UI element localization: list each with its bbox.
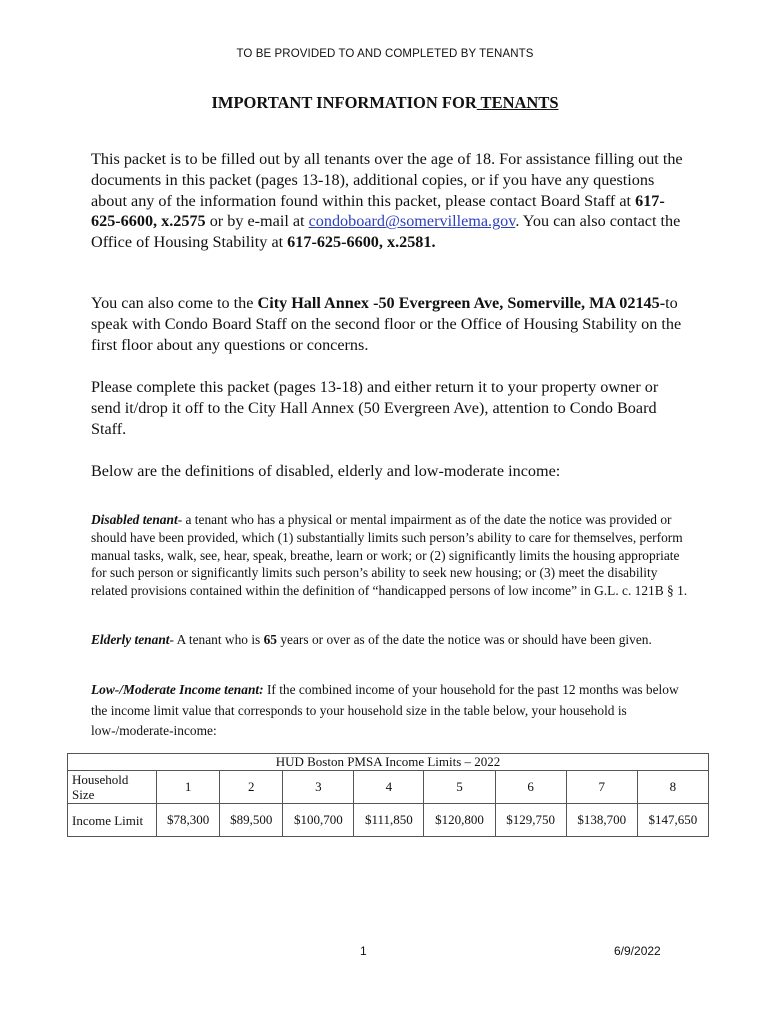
elderly-age: 65 [263, 632, 277, 647]
household-size-row [68, 771, 709, 804]
income-limit-cell: $138,700 [566, 804, 637, 837]
income-limit-cell: $89,500 [220, 804, 283, 837]
elderly-term: Elderly tenant [91, 632, 170, 647]
page-number: 1 [360, 944, 367, 958]
title-underlined: TENANTS [476, 93, 559, 112]
email-link[interactable]: condoboard@somervillema.gov [308, 212, 516, 231]
phone-housing-stability: 617-625-6600, x.2581. [287, 233, 436, 252]
paragraph2-text-a: You can also come to the [91, 294, 258, 312]
income-limits-table [67, 753, 709, 837]
disabled-text: - a tenant who has a physical or mental impairment as of the date the notice was provided or should have been provided, which (1) substantially limits such person’s ability to care for themselves, perform manual tasks, walk, see, hear, speak, breathe, learn or work; or (2) significantly limits the housing appropriate for such person or significantly limits such person’s ability to seek new housing; or (3) meet the disability related provisions contained within the definition of “handicapped persons of low income” in G.L. c. 121B § 1. [91, 512, 688, 599]
household-size-cell: 6 [495, 771, 566, 804]
elderly-text-a: - A tenant who is [169, 632, 264, 647]
income-limit-cell: $120,800 [424, 804, 495, 837]
lowmod-term: Low-/Moderate Income tenant: [91, 682, 264, 697]
household-size-cell: 7 [566, 771, 637, 804]
table-caption-row [68, 754, 709, 771]
title-text: IMPORTANT INFORMATION FOR [211, 93, 477, 112]
paragraph-return-instructions: Please complete this packet (pages 13-18) and either return it to your property owner or send it/drop it off to the City Hall Annex (50 Evergreen Ave), attention to Condo Board Staff. [91, 378, 659, 438]
household-size-cell: 3 [283, 771, 354, 804]
location-address: City Hall Annex -50 Evergreen Ave, Somerville, MA 02145- [257, 294, 666, 312]
page-title [0, 93, 770, 113]
paragraph-contact [91, 149, 691, 253]
paragraph-location [91, 293, 691, 355]
lowmod-text: If the combined income of your household for the past 12 months was below the income limit value that corresponds to your household size in the table below, your household is low-/moderate-income: [91, 682, 679, 738]
household-size-cell: 1 [157, 771, 220, 804]
household-size-cell: 4 [354, 771, 424, 804]
paragraph1-text-b: or by e-mail at [205, 212, 309, 231]
definition-disabled [91, 511, 691, 600]
household-size-cell: 2 [220, 771, 283, 804]
income-limit-cell: $78,300 [157, 804, 220, 837]
income-limit-row [68, 804, 709, 837]
income-limit-cell: $111,850 [354, 804, 424, 837]
definition-elderly [91, 631, 691, 649]
table-caption: HUD Boston PMSA Income Limits – 2022 [68, 754, 709, 771]
paragraph-definitions-intro: Below are the definitions of disabled, elderly and low-moderate income: [91, 462, 561, 480]
income-limit-cell: $100,700 [283, 804, 354, 837]
paragraph2-text-b: to speak with Condo Board Staff on the second floor or the Office of Housing Stability on the first floor about any questions or concerns. [91, 294, 682, 354]
phone-board-staff: 617-625-6600, x.2575 [91, 191, 665, 231]
household-size-label: Household Size [68, 771, 157, 804]
footer-date: 6/9/2022 [614, 944, 661, 958]
household-size-cell: 5 [424, 771, 495, 804]
disabled-term: Disabled tenant [91, 512, 178, 527]
income-limit-label: Income Limit [68, 804, 157, 837]
elderly-text-b: years or over as of the date the notice was or should have been given. [277, 632, 652, 647]
definition-low-moderate-income [91, 680, 691, 742]
paragraph1-text-c: . You can also contact the Office of Housing Stability at [91, 212, 681, 252]
income-limit-cell: $129,750 [495, 804, 566, 837]
household-size-cell: 8 [637, 771, 708, 804]
top-header: TO BE PROVIDED TO AND COMPLETED BY TENANTS [236, 48, 534, 60]
paragraph1-text-a: This packet is to be filled out by all tenants over the age of 18. For assistance filling out the documents in this packet (pages 13-18), additional copies, or if you have any questions about any of the information found within this packet, please contact Board Staff at [91, 150, 683, 210]
income-limit-cell: $147,650 [637, 804, 708, 837]
